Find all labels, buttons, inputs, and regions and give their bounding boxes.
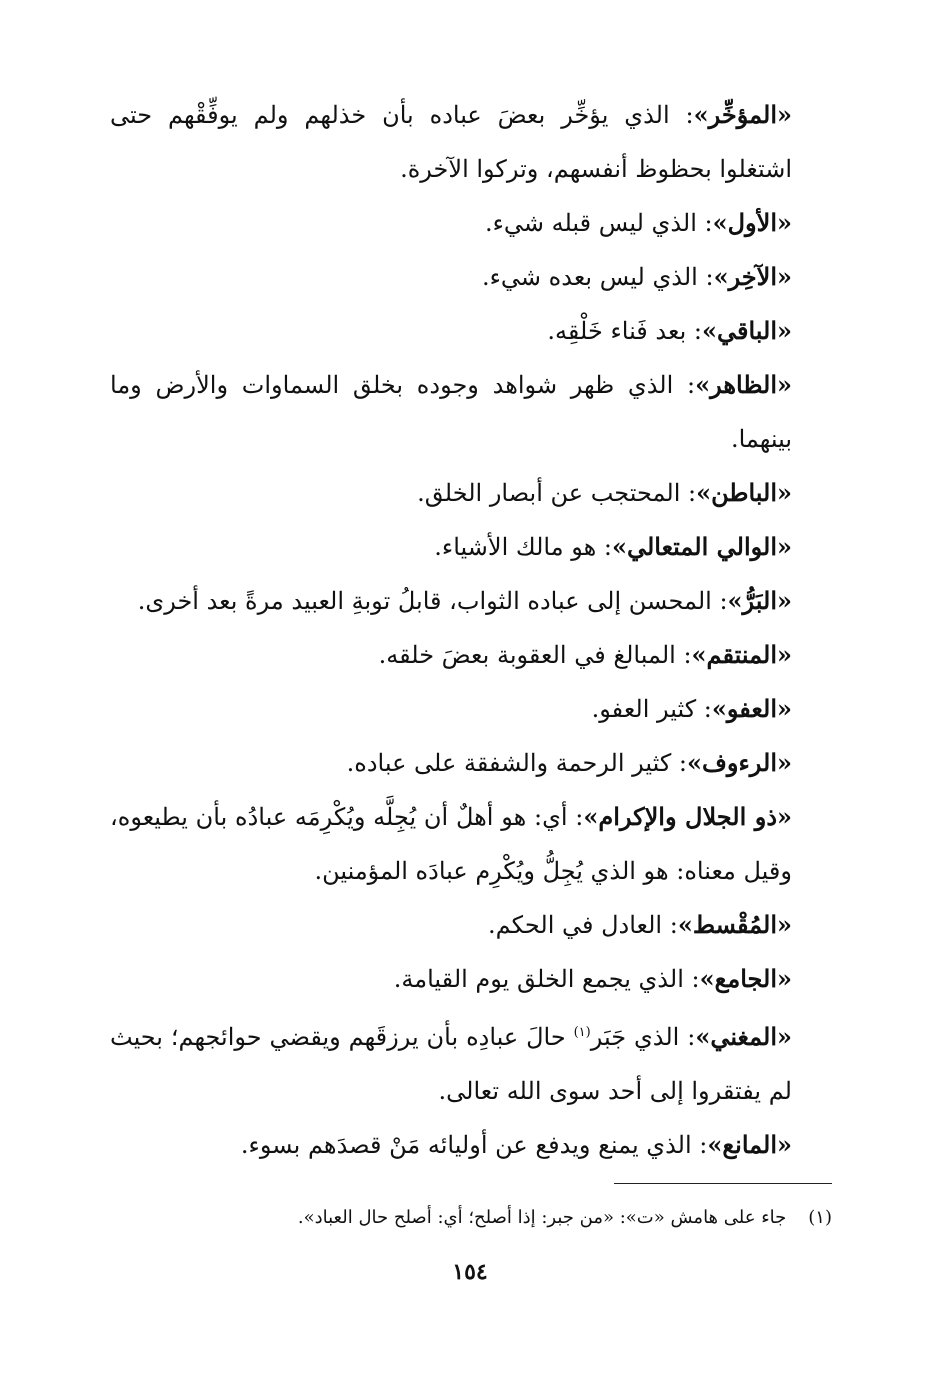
entry-al-wali (110, 520, 832, 574)
entry-term: «المُقْسط» (677, 910, 792, 939)
entry-term: «الوالي المتعالي» (611, 532, 792, 561)
entry-al-afuw (110, 682, 832, 736)
entry-al-jami (110, 952, 832, 1006)
footnote (132, 1203, 832, 1233)
entry-definition: : الذي جَبَر (590, 1023, 696, 1051)
entry-term: «ذو الجلال والإكرام» (583, 802, 792, 831)
footnote-reference[interactable]: (١) (573, 1025, 591, 1040)
entry-term: «المغني» (695, 1022, 792, 1051)
entry-al-muakhkhir (110, 88, 832, 196)
entry-al-baqi (110, 304, 832, 358)
page-number: ١٥٤ (452, 1259, 488, 1285)
entry-term: «العفو» (711, 694, 792, 723)
entry-definition: : الذي ليس بعده شيء. (481, 263, 714, 291)
footnote-text: جاء على هامش «ت»: «من جبر: إذا أصلح؛ أي: أصلح حال العباد». (297, 1207, 787, 1228)
entry-definition: : المحتجب عن أبصار الخلق. (417, 479, 697, 507)
entry-al-mughni (110, 1006, 832, 1118)
entry-al-mani (110, 1118, 832, 1172)
entry-term: «الأول» (712, 208, 792, 237)
entry-term: «الرءوف» (687, 748, 792, 777)
entry-term: «الباطن» (696, 478, 792, 507)
entry-definition: : الذي ظهر شواهد وجوده بخلق السماوات والأرض وما بينهما. (110, 371, 792, 453)
entry-term: «الجامع» (699, 964, 792, 993)
entry-al-rauf (110, 736, 832, 790)
entry-term: «المانع» (707, 1130, 792, 1159)
entry-definition: : المبالغ في العقوبة بعضَ خلقه. (378, 641, 692, 669)
entry-definition: : هو مالك الأشياء. (434, 533, 612, 561)
entry-term: «البَرُّ» (727, 586, 792, 615)
entry-definition-continued: حالَ عبادِه بأن يرزقَهم ويقضي حوائجهم؛ بحيث لم يفتقروا إلى أحد سوى الله تعالى. (110, 1023, 792, 1105)
entry-definition: : الذي يؤخِّر بعضَ عباده بأن خذلهم ولم يوفِّقْهم حتى اشتغلوا بحظوظ أنفسهم، وتركوا الآخرة. (110, 101, 792, 183)
entry-term: «المنتقم» (691, 640, 792, 669)
entry-al-muqsit (110, 898, 832, 952)
entry-term: «المؤخِّر» (693, 100, 792, 129)
entry-al-akhir (110, 250, 832, 304)
entry-definition: : الذي يجمع الخلق يوم القيامة. (393, 965, 700, 993)
entry-definition: : أي: هو أهلٌ أن يُجِلَّه ويُكْرِمَه عبادُه بأن يطيعوه، وقيل معناه: هو الذي يُجِلُّ ويُكْرِم عبادَه المؤمنين. (110, 803, 792, 885)
entry-definition: : كثير الرحمة والشفقة على عباده. (346, 749, 688, 777)
footnote-divider (614, 1183, 832, 1184)
entry-definition: : بعد فَناء خَلْقِه. (547, 317, 702, 345)
entry-term: «الآخِر» (713, 262, 792, 291)
entry-term: «الظاهر» (695, 370, 792, 399)
entry-al-muntaqim (110, 628, 832, 682)
entry-definition: : كثير العفو. (591, 695, 712, 723)
entry-term: «الباقي» (701, 316, 792, 345)
entry-dhul-jalal (110, 790, 832, 898)
entry-definition: : المحسن إلى عباده الثواب، قابلُ توبةِ العبيد مرةً بعد أخرى. (137, 587, 728, 615)
entry-al-barr (110, 574, 832, 628)
entry-al-zahir (110, 358, 832, 466)
entry-definition: : الذي ليس قبله شيء. (484, 209, 713, 237)
page-body (110, 88, 832, 1172)
entry-definition: : العادل في الحكم. (488, 911, 678, 939)
entry-al-awwal (110, 196, 832, 250)
entry-al-batin (110, 466, 832, 520)
footnote-number: (١) (808, 1207, 832, 1228)
entry-definition: : الذي يمنع ويدفع عن أوليائه مَنْ قصدَهم بسوء. (240, 1131, 708, 1159)
